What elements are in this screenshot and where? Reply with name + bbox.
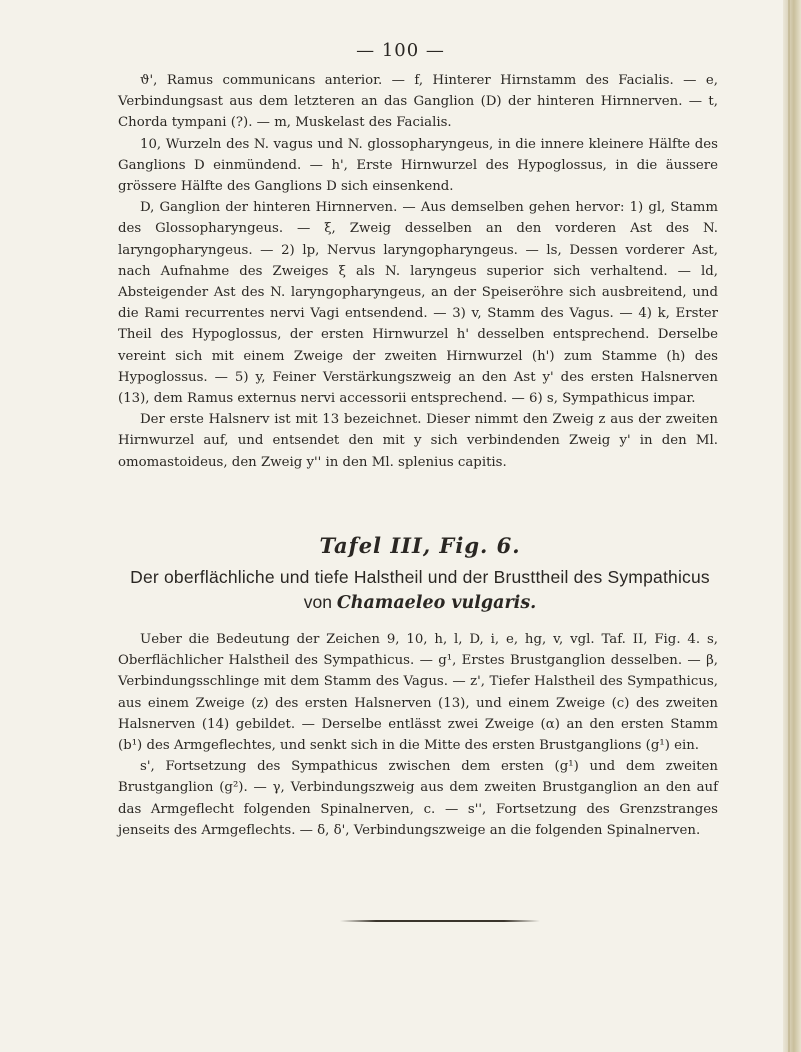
paragraph-vagus-roots: 10, Wurzeln des N. vagus und N. glossopharyngeus, in die innere kleinere Hälfte des Ganglions D einmündend. — h', Erste Hirnwurzel des Hypoglossus, in die äussere grössere Hälfte des Ganglions D sich einsenkend.: [118, 136, 718, 195]
plate-heading-block: [100, 533, 740, 615]
species-name: Chamaeleo vulgaris.: [336, 593, 537, 613]
bottom-rule: [340, 920, 540, 922]
paragraph-ganglion-d: D, Ganglion der hinteren Hirnnerven. — Aus demselben gehen hervor: 1) gl, Stamm des Glossopharyngeus. — ξ, Zweig desselben an den vorderen Ast des N. laryngopharyngeus. — 2) lp, Nervus laryngopharyngeus. — ls, Dessen vorderer Ast, nach Aufnahme des Zweiges ξ als N. laryngeus superior sich verhaltend. — ld, Absteigender Ast des N. laryngopharyngeus, an der Speiseröhre sich ausbreitend, und die Rami recurrentes nervi Vagi entsendend. — 3) v, Stamm des Vagus. — 4) k, Erster Theil des Hypoglossus, der ersten Hirnwurzel h' desselben entsprechend. Derselbe vereint sich mit einem Zweige der zweiten Hirnwurzel (h') zum Stamme (h) des Hypoglossus. — 5) y, Feiner Verstärkungszweig an den Ast y' des ersten Halsnerven (13), dem Ramus externus nervi accessorii entsprechend. — 6) s, Sympathicus impar.: [118, 200, 718, 407]
species-line: [100, 590, 740, 615]
paragraph-ramus-communicans: ϑ', Ramus communicans anterior. — f, Hinterer Hirnstamm des Facialis. — e, Verbindungsast aus dem letzteren an das Ganglion (D) der hinteren Hirnnerven. — t, Chorda tympani (?). — m, Muskelast des Facialis.: [118, 73, 718, 131]
plate-title: Tafel III, Fig. 6.: [319, 533, 521, 558]
paragraph-sympathicus-continuation: s', Fortsetzung des Sympathicus zwischen dem ersten (g¹) und dem zweiten Brustganglion (g²). — γ, Verbindungszweig aus dem zweiten Brustganglion an den auf das Armgeflecht folgenden Spinalnerven, c. — s'', Fortsetzung des Grenzstranges jenseits des Armgeflechts. — δ, δ', Verbindungszweige an die folgenden Spinalnerven.: [118, 759, 718, 838]
upper-text-block: [118, 70, 718, 473]
page-number: — 100 —: [356, 40, 445, 61]
lower-text-block: [118, 629, 718, 841]
section-heading: Der oberflächliche und tiefe Halstheil und der Brusttheil des Sympathicus: [130, 567, 710, 587]
page-edge-shadow: [783, 0, 801, 1052]
paragraph-first-cervical-nerve: Der erste Halsnerv ist mit 13 bezeichnet. Dieser nimmt den Zweig z aus der zweiten Hirnwurzel auf, und entsendet den mit y sich verbindenden Zweig y' in den Ml. omomastoideus, den Zweig y'' in den Ml. splenius capitis.: [118, 412, 718, 470]
paragraph-sign-meanings: Ueber die Bedeutung der Zeichen 9, 10, h, l, D, i, e, hg, v, vgl. Taf. II, Fig. 4. s, Oberflächlicher Halstheil des Sympathicus. — g¹, Erstes Brustganglion desselben. — β, Verbindungsschlinge mit dem Stamm des Vagus. — z', Tiefer Halstheil des Sympathicus, aus einem Zweige (z) des ersten Halsnerven (13), und einem Zweige (c) des zweiten Halsnerven (14) gebildet. — Derselbe entlässt zwei Zweige (α) an den ersten Stamm (b¹) des Armgeflechtes, und senkt sich in die Mitte des ersten Brustganglions (g¹) ein.: [118, 632, 718, 754]
species-prefix: von: [303, 592, 332, 612]
